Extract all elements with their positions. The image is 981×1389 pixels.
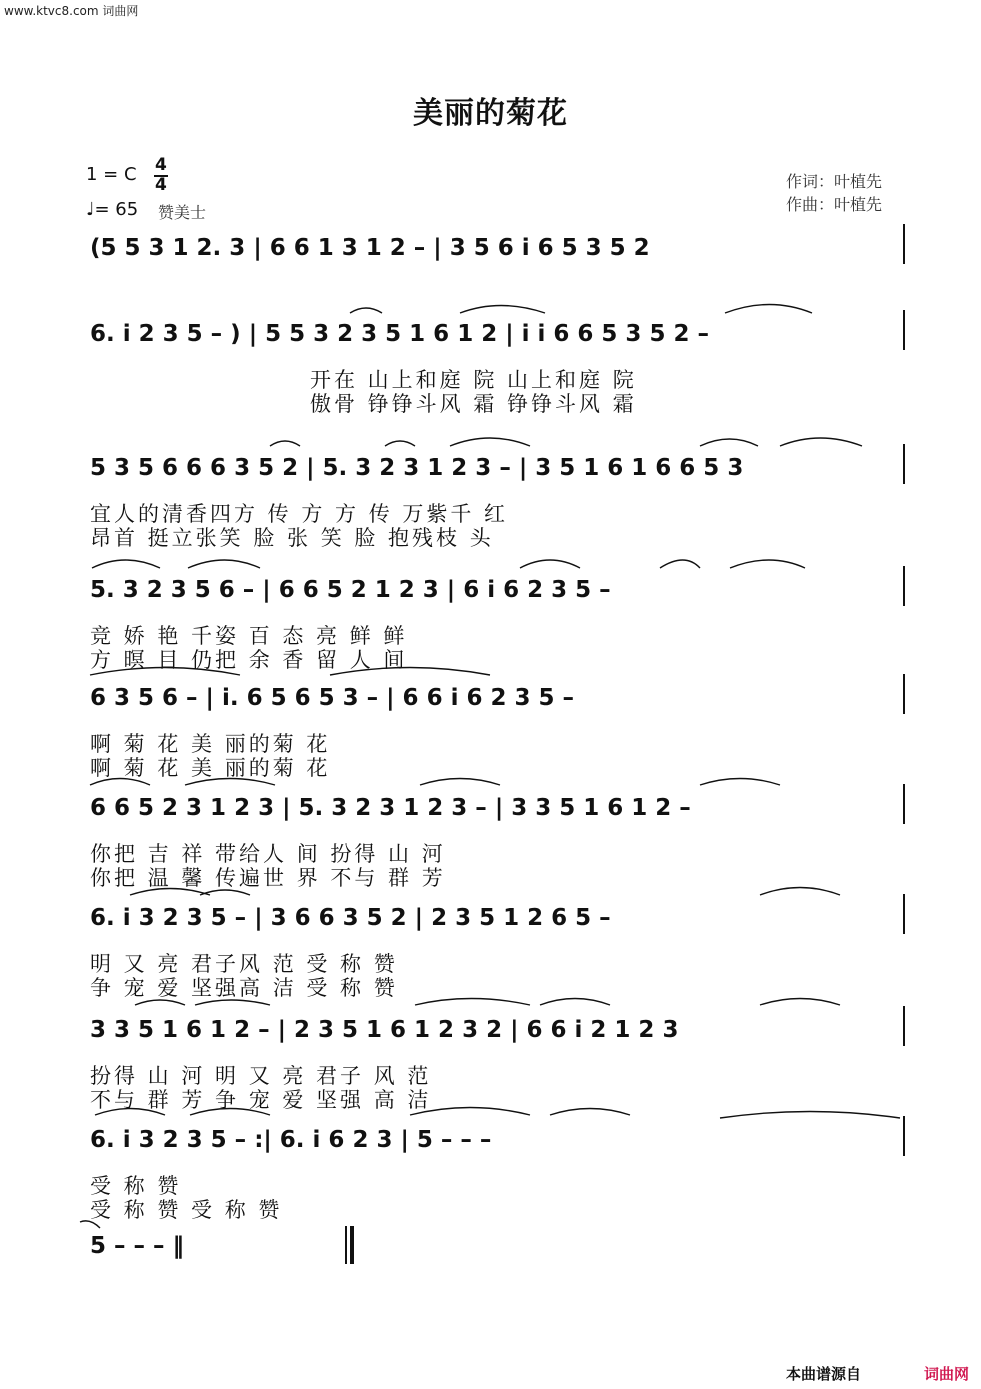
slur <box>130 889 210 896</box>
slur <box>185 779 275 786</box>
notes-line: 5 3 5 6 6 6 3 5 2 | 5. 3 2 3 1 2 3 – | 3 5 1 6 1 6 6 5 3 <box>90 455 744 481</box>
watermark: www.ktvc8.com 词曲网 <box>4 4 139 18</box>
slur <box>135 1000 185 1005</box>
lyrics-verse-1: 明 又 亮 君子风 范 受 称 赞 <box>90 952 398 976</box>
slur <box>415 999 530 1006</box>
tempo-mark: ♩= 65 <box>86 199 139 220</box>
time-signature-bottom: 4 <box>155 175 167 195</box>
lyrics-verse-2: 你把 温 馨 传遍世 界 不与 群 芳 <box>90 866 446 890</box>
slur <box>190 1109 270 1116</box>
lyrics-verse-2: 昂首 挺立张笑 脸 张 笑 脸 抱残枝 头 <box>90 526 494 550</box>
lyrics-verse-2: 方 暝 目 仍把 余 香 留 人 间 <box>90 648 408 672</box>
slur <box>520 560 580 568</box>
slur <box>780 438 862 446</box>
slur <box>660 560 700 568</box>
final-barline-thin <box>345 1226 347 1264</box>
slur <box>420 779 500 786</box>
slur <box>92 560 160 568</box>
lyrics-verse-1: 开在 山上和庭 院 山上和庭 院 <box>310 368 637 392</box>
slur <box>720 1112 900 1119</box>
slur <box>330 668 490 676</box>
slur <box>540 999 610 1006</box>
lyricist-credit: 作词：叶植先 <box>786 172 883 191</box>
notes-line: 6. i 3 2 3 5 – | 3 6 6 3 5 2 | 2 3 5 1 2 6 5 – <box>90 905 611 931</box>
notes-line: 5. 3 2 3 5 6 – | 6 6 5 2 1 2 3 | 6 i 6 2 3 5 – <box>90 577 611 603</box>
lyrics-verse-1: 竞 娇 艳 千姿 百 态 亮 鲜 鲜 <box>90 624 408 648</box>
notes-line: 5 – – – ‖ <box>90 1233 185 1259</box>
slur <box>760 999 840 1006</box>
slur <box>188 560 260 568</box>
lyrics-verse-2: 傲骨 铮铮斗风 霜 铮铮斗风 霜 <box>310 392 637 416</box>
page-title: 美丽的菊花 <box>413 96 568 131</box>
slur <box>700 779 780 786</box>
notes-line: 6. i 3 2 3 5 – :| 6. i 6 2 3 | 5 – – – <box>90 1127 492 1153</box>
footer-source: 本曲谱源自 <box>785 1365 861 1383</box>
final-barline-thick <box>350 1226 354 1264</box>
slur <box>195 1000 270 1005</box>
slur <box>550 1109 630 1116</box>
slur <box>760 888 840 896</box>
notes-line: 6. i 2 3 5 – ) | 5 5 3 2 3 5 1 6 1 2 | i i 6 6 5 3 5 2 – <box>90 321 709 347</box>
footer-site-logo: 词曲网 <box>923 1365 969 1383</box>
slur <box>725 305 812 314</box>
lyrics-verse-2: 争 宠 爱 坚强高 洁 受 称 赞 <box>90 976 398 1000</box>
lyrics-verse-2: 受 称 赞 受 称 赞 <box>90 1198 283 1222</box>
slur <box>410 1108 530 1116</box>
notes-line: (5 5 3 1 2. 3 | 6 6 1 3 1 2 – | 3 5 6 i 6 5 3 5 2 <box>90 235 650 261</box>
lyrics-verse-1: 啊 菊 花 美 丽的菊 花 <box>90 732 331 756</box>
slur <box>450 438 530 446</box>
key-signature: 1 = C <box>86 164 137 185</box>
lyrics-verse-1: 受 称 赞 <box>90 1174 182 1198</box>
lyrics-verse-1: 扮得 山 河 明 又 亮 君子 风 范 <box>90 1064 432 1088</box>
notes-line: 6 3 5 6 – | i. 6 5 6 5 3 – | 6 6 i 6 2 3 5 – <box>90 685 575 711</box>
slur <box>350 308 382 313</box>
composer-credit: 作曲：叶植先 <box>786 195 883 214</box>
notes-line: 6 6 5 2 3 1 2 3 | 5. 3 2 3 1 2 3 – | 3 3 5 1 6 1 2 – <box>90 795 691 821</box>
slur <box>90 668 240 676</box>
slur <box>460 306 545 314</box>
slur <box>700 439 758 446</box>
slur <box>270 441 300 446</box>
slur <box>80 1221 100 1228</box>
style-note: 赞美士 <box>158 203 207 222</box>
lyrics-verse-2: 啊 菊 花 美 丽的菊 花 <box>90 756 331 780</box>
slur <box>90 779 150 786</box>
lyrics-verse-1: 你把 吉 祥 带给人 间 扮得 山 河 <box>90 842 446 866</box>
lyrics-verse-2: 不与 群 芳 争 宠 爱 坚强 高 洁 <box>90 1088 432 1112</box>
time-signature-top: 4 <box>155 155 167 175</box>
slur <box>385 441 415 446</box>
slur <box>95 1109 165 1116</box>
notes-line: 3 3 5 1 6 1 2 – | 2 3 5 1 6 1 2 3 2 | 6 6 i 2 1 2 3 <box>90 1017 679 1043</box>
slur <box>730 560 805 568</box>
lyrics-verse-1: 宜人的清香四方 传 方 方 传 万紫千 红 <box>90 502 509 526</box>
